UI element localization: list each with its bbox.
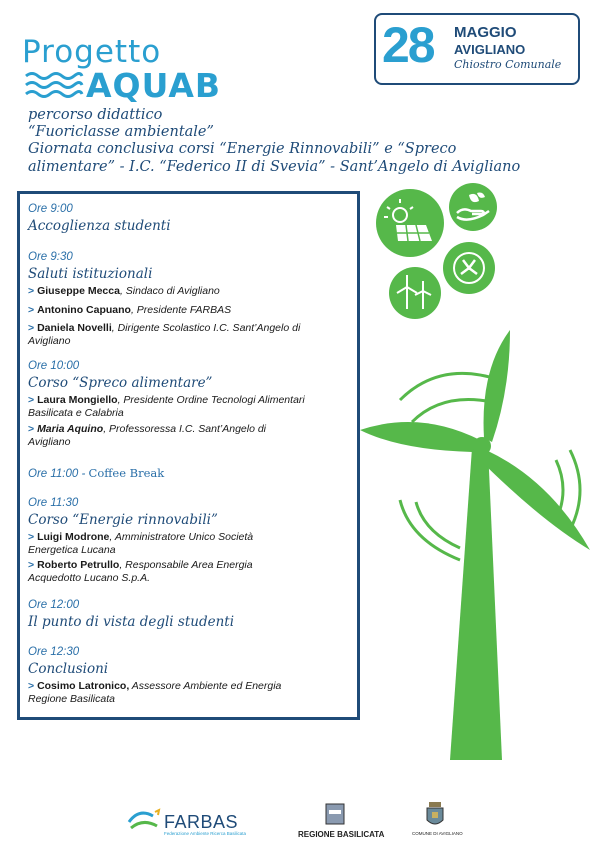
time-label: Ore 10:00 xyxy=(28,360,80,372)
logo-title-progetto: Progetto xyxy=(22,34,162,70)
speaker-entry: > Giuseppe Mecca, Sindaco di Avigliano xyxy=(28,285,220,297)
wind-turbine-icon xyxy=(389,267,441,319)
section-title: Accoglienza studenti xyxy=(28,218,171,234)
time-label: Ore 12:30 xyxy=(28,646,80,658)
section-title: Saluti istituzionali xyxy=(28,266,153,282)
solar-panel-icon xyxy=(376,189,444,257)
date-day: 28 xyxy=(382,17,434,73)
comune-avigliano-label: COMUNE DI AVIGLIANO xyxy=(412,831,463,836)
date-month: MAGGIO xyxy=(454,24,517,41)
speaker-entry: > Cosimo Latronico, Assessore Ambiente ed Energia Regione Basilicata xyxy=(28,680,282,705)
regione-crest-icon xyxy=(325,803,345,825)
hand-leaf-icon xyxy=(449,183,497,231)
comune-crest-icon xyxy=(424,802,446,828)
time-label: Ore 11:30 xyxy=(28,497,79,509)
speaker-entry: > Luigi Modrone, Amministratore Unico Società Energetica Lucana xyxy=(28,531,254,556)
date-place: AVIGLIANO xyxy=(454,42,526,57)
section-title: Conclusioni xyxy=(28,661,109,677)
time-label: Ore 11:00 - Coffee Break xyxy=(28,466,165,480)
header-line-1: percorso didattico xyxy=(28,107,163,123)
header-line-2: “Fuoriclasse ambientale” xyxy=(28,124,214,140)
waves-icon xyxy=(24,70,84,102)
logo-title-aquab: AQUAB xyxy=(86,66,222,105)
date-venue: Chiostro Comunale xyxy=(454,58,562,71)
speaker-entry: > Antonino Capuano, Presidente FARBAS xyxy=(28,304,232,316)
time-label: Ore 9:00 xyxy=(28,203,73,215)
farbas-logo-icon xyxy=(125,808,165,834)
farbas-logo-subtext: Federazione Ambiente Ricerca Basilicata xyxy=(164,831,247,836)
section-title: Corso “Energie rinnovabili” xyxy=(28,512,218,528)
speaker-entry: > Laura Mongiello, Presidente Ordine Tecnologi Alimentari Basilicata e Calabria xyxy=(28,394,305,419)
speaker-entry: > Roberto Petrullo, Responsabile Area Energia Acquedotto Lucano S.p.A. xyxy=(28,559,253,584)
time-label: Ore 9:30 xyxy=(28,251,73,263)
time-label: Ore 12:00 xyxy=(28,599,80,611)
section-title: Il punto di vista degli studenti xyxy=(28,614,235,630)
header-line-4: alimentare” - I.C. “Federico II di Svevia” - Sant’Angelo di Avigliano xyxy=(28,159,521,175)
recycle-icon xyxy=(443,242,495,294)
speaker-entry: > Daniela Novelli, Dirigente Scolastico I.C. Sant’Angelo di Avigliano xyxy=(28,322,301,347)
section-title: Corso “Spreco alimentare” xyxy=(28,375,213,391)
farbas-logo-text: FARBAS xyxy=(164,812,239,832)
wind-turbine-illustration xyxy=(360,330,600,770)
header-line-3: Giornata conclusiva corsi “Energie Rinnovabili” e “Spreco xyxy=(28,141,457,157)
regione-basilicata-label: REGIONE BASILICATA xyxy=(298,830,385,839)
speaker-entry: > Maria Aquino, Professoressa I.C. Sant’Angelo di Avigliano xyxy=(28,423,267,448)
